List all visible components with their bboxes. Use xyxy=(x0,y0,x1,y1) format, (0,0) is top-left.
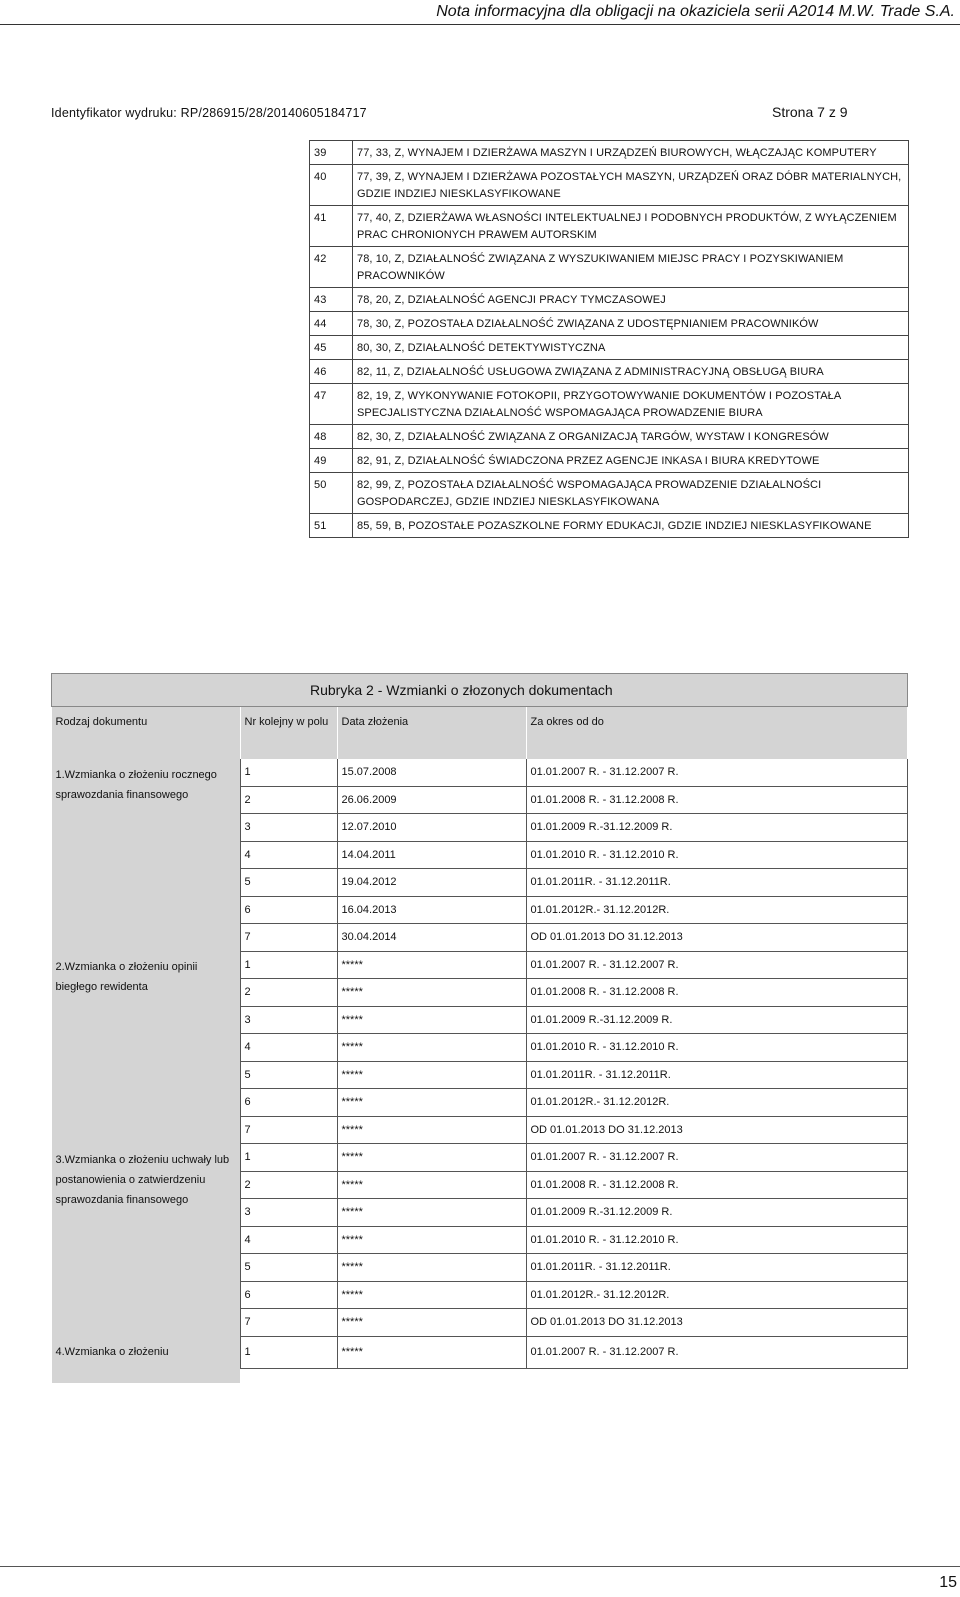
reporting-period: OD 01.01.2013 DO 31.12.2013 xyxy=(526,1309,908,1337)
sequence-number: 7 xyxy=(240,1116,337,1144)
filing-date: 14.04.2011 xyxy=(337,841,526,869)
document-row xyxy=(52,1336,908,1369)
reporting-period: 01.01.2010 R. - 31.12.2010 R. xyxy=(526,1034,908,1062)
sequence-number: 7 xyxy=(240,924,337,952)
reporting-period: 01.01.2009 R.-31.12.2009 R. xyxy=(526,1006,908,1034)
reporting-period: 01.01.2008 R. - 31.12.2008 R. xyxy=(526,786,908,814)
filing-date: ***** xyxy=(337,1034,526,1062)
pkd-row-number: 43 xyxy=(310,288,353,312)
reporting-period: 01.01.2008 R. - 31.12.2008 R. xyxy=(526,1171,908,1199)
pkd-row xyxy=(310,360,909,384)
filing-date: 19.04.2012 xyxy=(337,869,526,897)
reporting-period: 01.01.2011R. - 31.12.2011R. xyxy=(526,869,908,897)
document-row-continuation xyxy=(52,1369,908,1384)
sequence-number: 6 xyxy=(240,896,337,924)
reporting-period: 01.01.2007 R. - 31.12.2007 R. xyxy=(526,951,908,979)
pkd-row xyxy=(310,288,909,312)
pkd-row-number: 50 xyxy=(310,473,353,514)
reporting-period: OD 01.01.2013 DO 31.12.2013 xyxy=(526,1116,908,1144)
sequence-number: 6 xyxy=(240,1281,337,1309)
document-row xyxy=(52,759,908,786)
sequence-number: 4 xyxy=(240,1034,337,1062)
filing-date: ***** xyxy=(337,1309,526,1337)
pkd-row-number: 41 xyxy=(310,206,353,247)
pkd-activity-table xyxy=(309,140,909,538)
sequence-number: 2 xyxy=(240,1171,337,1199)
sequence-number: 5 xyxy=(240,1254,337,1282)
reporting-period: 01.01.2007 R. - 31.12.2007 R. xyxy=(526,1336,908,1369)
pkd-row-number: 47 xyxy=(310,384,353,425)
scan-page-label: Strona 7 z 9 xyxy=(772,104,848,120)
reporting-period: 01.01.2012R.- 31.12.2012R. xyxy=(526,1281,908,1309)
column-header-sequence-number: Nr kolejny w polu xyxy=(240,707,337,760)
reporting-period: 01.01.2012R.- 31.12.2012R. xyxy=(526,896,908,924)
pkd-row xyxy=(310,141,909,165)
reporting-period: 01.01.2010 R. - 31.12.2010 R. xyxy=(526,841,908,869)
sequence-number: 6 xyxy=(240,1089,337,1117)
sequence-number: 5 xyxy=(240,1061,337,1089)
page-number: 15 xyxy=(939,1574,957,1591)
column-header-filing-date: Data złożenia xyxy=(337,707,526,760)
pkd-row-description: 77, 33, Z, WYNAJEM I DZIERŻAWA MASZYN I URZĄDZEŃ BIUROWYCH, WŁĄCZAJĄC KOMPUTERY xyxy=(353,141,909,165)
pkd-row-description: 78, 10, Z, DZIAŁALNOŚĆ ZWIĄZANA Z WYSZUKIWANIEM MIEJSC PRACY I POZYSKIWANIEM PRACOWNIKÓW xyxy=(353,247,909,288)
reporting-period: 01.01.2009 R.-31.12.2009 R. xyxy=(526,814,908,842)
reporting-period: 01.01.2011R. - 31.12.2011R. xyxy=(526,1254,908,1282)
pkd-row xyxy=(310,514,909,538)
pkd-row xyxy=(310,425,909,449)
reporting-period: 01.01.2007 R. - 31.12.2007 R. xyxy=(526,1144,908,1172)
document-type: 3.Wzmianka o złożeniu uchwały lub postanowienia o zatwierdzeniu sprawozdania finansowego xyxy=(52,1144,241,1337)
filing-date: ***** xyxy=(337,1171,526,1199)
pkd-row-number: 49 xyxy=(310,449,353,473)
sequence-number: 3 xyxy=(240,1006,337,1034)
pkd-row xyxy=(310,206,909,247)
sequence-number: 5 xyxy=(240,869,337,897)
pkd-row-description: 82, 91, Z, DZIAŁALNOŚĆ ŚWIADCZONA PRZEZ AGENCJE INKASA I BIURA KREDYTOWE xyxy=(353,449,909,473)
sequence-number: 4 xyxy=(240,1226,337,1254)
pkd-row-description: 78, 20, Z, DZIAŁALNOŚĆ AGENCJI PRACY TYMCZASOWEJ xyxy=(353,288,909,312)
print-identifier: Identyfikator wydruku: RP/286915/28/20140605184717 xyxy=(51,106,367,120)
pkd-row-number: 48 xyxy=(310,425,353,449)
filing-date: ***** xyxy=(337,951,526,979)
document-type: 4.Wzmianka o złożeniu xyxy=(52,1336,241,1369)
pkd-row xyxy=(310,449,909,473)
filing-date: ***** xyxy=(337,1089,526,1117)
filing-date: ***** xyxy=(337,1006,526,1034)
pkd-row-number: 39 xyxy=(310,141,353,165)
pkd-row-number: 44 xyxy=(310,312,353,336)
filing-date: ***** xyxy=(337,1281,526,1309)
pkd-row-description: 85, 59, B, POZOSTAŁE POZASZKOLNE FORMY EDUKACJI, GDZIE INDZIEJ NIESKLASYFIKOWANE xyxy=(353,514,909,538)
pkd-row-description: 77, 39, Z, WYNAJEM I DZIERŻAWA POZOSTAŁYCH MASZYN, URZĄDZEŃ ORAZ DÓBR MATERIALNYCH, GDZIE INDZIEJ NIESKLASYFIKOWANE xyxy=(353,165,909,206)
pkd-row-description: 78, 30, Z, POZOSTAŁA DZIAŁALNOŚĆ ZWIĄZANA Z UDOSTĘPNIANIEM PRACOWNIKÓW xyxy=(353,312,909,336)
column-header-period: Za okres od do xyxy=(526,707,908,760)
pkd-row xyxy=(310,473,909,514)
filing-date: ***** xyxy=(337,1116,526,1144)
pkd-row xyxy=(310,336,909,360)
pkd-row-number: 51 xyxy=(310,514,353,538)
reporting-period: OD 01.01.2013 DO 31.12.2013 xyxy=(526,924,908,952)
filing-date: ***** xyxy=(337,1254,526,1282)
rubryka-title: Rubryka 2 - Wzmianki o złozonych dokumentach xyxy=(52,674,908,707)
filing-date: ***** xyxy=(337,1199,526,1227)
rubryka-2-table xyxy=(51,673,908,1383)
pkd-row-description: 82, 99, Z, POZOSTAŁA DZIAŁALNOŚĆ WSPOMAGAJĄCA PROWADZENIE DZIAŁALNOŚCI GOSPODARCZEJ, GDZIE INDZIEJ NIESKLASYFIKOWANA xyxy=(353,473,909,514)
reporting-period: 01.01.2011R. - 31.12.2011R. xyxy=(526,1061,908,1089)
footer-divider xyxy=(0,1566,960,1567)
sequence-number: 1 xyxy=(240,1336,337,1369)
reporting-period: 01.01.2010 R. - 31.12.2010 R. xyxy=(526,1226,908,1254)
filing-date: ***** xyxy=(337,979,526,1007)
sequence-number: 2 xyxy=(240,786,337,814)
pkd-row-number: 40 xyxy=(310,165,353,206)
document-type: 2.Wzmianka o złożeniu opinii biegłego rewidenta xyxy=(52,951,241,1144)
pkd-row-description: 82, 30, Z, DZIAŁALNOŚĆ ZWIĄZANA Z ORGANIZACJĄ TARGÓW, WYSTAW I KONGRESÓW xyxy=(353,425,909,449)
sequence-number: 1 xyxy=(240,951,337,979)
filing-date: ***** xyxy=(337,1061,526,1089)
reporting-period: 01.01.2012R.- 31.12.2012R. xyxy=(526,1089,908,1117)
sequence-number: 1 xyxy=(240,1144,337,1172)
document-type-continuation xyxy=(52,1369,241,1384)
pkd-row-description: 80, 30, Z, DZIAŁALNOŚĆ DETEKTYWISTYCZNA xyxy=(353,336,909,360)
filing-date: 15.07.2008 xyxy=(337,759,526,786)
document-row xyxy=(52,1144,908,1172)
pkd-row-number: 42 xyxy=(310,247,353,288)
sequence-number: 3 xyxy=(240,1199,337,1227)
pkd-row-number: 45 xyxy=(310,336,353,360)
pkd-row xyxy=(310,384,909,425)
pkd-row-number: 46 xyxy=(310,360,353,384)
sequence-number: 4 xyxy=(240,841,337,869)
document-header: Nota informacyjna dla obligacji na okaziciela serii A2014 M.W. Trade S.A. xyxy=(436,3,955,20)
sequence-number: 7 xyxy=(240,1309,337,1337)
header-divider xyxy=(0,24,960,25)
filing-date: ***** xyxy=(337,1144,526,1172)
filing-date: 30.04.2014 xyxy=(337,924,526,952)
pkd-row xyxy=(310,312,909,336)
filing-date: 12.07.2010 xyxy=(337,814,526,842)
sequence-number: 3 xyxy=(240,814,337,842)
document-row xyxy=(52,951,908,979)
sequence-number: 2 xyxy=(240,979,337,1007)
reporting-period: 01.01.2009 R.-31.12.2009 R. xyxy=(526,1199,908,1227)
pkd-row-description: 82, 11, Z, DZIAŁALNOŚĆ USŁUGOWA ZWIĄZANA Z ADMINISTRACYJNĄ OBSŁUGĄ BIURA xyxy=(353,360,909,384)
pkd-row xyxy=(310,165,909,206)
filing-date: ***** xyxy=(337,1226,526,1254)
sequence-number: 1 xyxy=(240,759,337,786)
pkd-row-description: 77, 40, Z, DZIERŻAWA WŁASNOŚCI INTELEKTUALNEJ I PODOBNYCH PRODUKTÓW, Z WYŁĄCZENIEM PRAC CHRONIONYCH PRAWEM AUTORSKIM xyxy=(353,206,909,247)
document-type: 1.Wzmianka o złożeniu rocznego sprawozdania finansowego xyxy=(52,759,241,951)
continuation-blank xyxy=(240,1369,908,1384)
filing-date: ***** xyxy=(337,1336,526,1369)
pkd-row-description: 82, 19, Z, WYKONYWANIE FOTOKOPII, PRZYGOTOWYWANIE DOKUMENTÓW I POZOSTAŁA SPECJALISTYCZNA DZIAŁALNOŚĆ WSPOMAGAJĄCA PROWADZENIE BIURA xyxy=(353,384,909,425)
reporting-period: 01.01.2007 R. - 31.12.2007 R. xyxy=(526,759,908,786)
reporting-period: 01.01.2008 R. - 31.12.2008 R. xyxy=(526,979,908,1007)
filing-date: 26.06.2009 xyxy=(337,786,526,814)
column-header-document-type: Rodzaj dokumentu xyxy=(52,707,241,760)
pkd-row xyxy=(310,247,909,288)
filing-date: 16.04.2013 xyxy=(337,896,526,924)
